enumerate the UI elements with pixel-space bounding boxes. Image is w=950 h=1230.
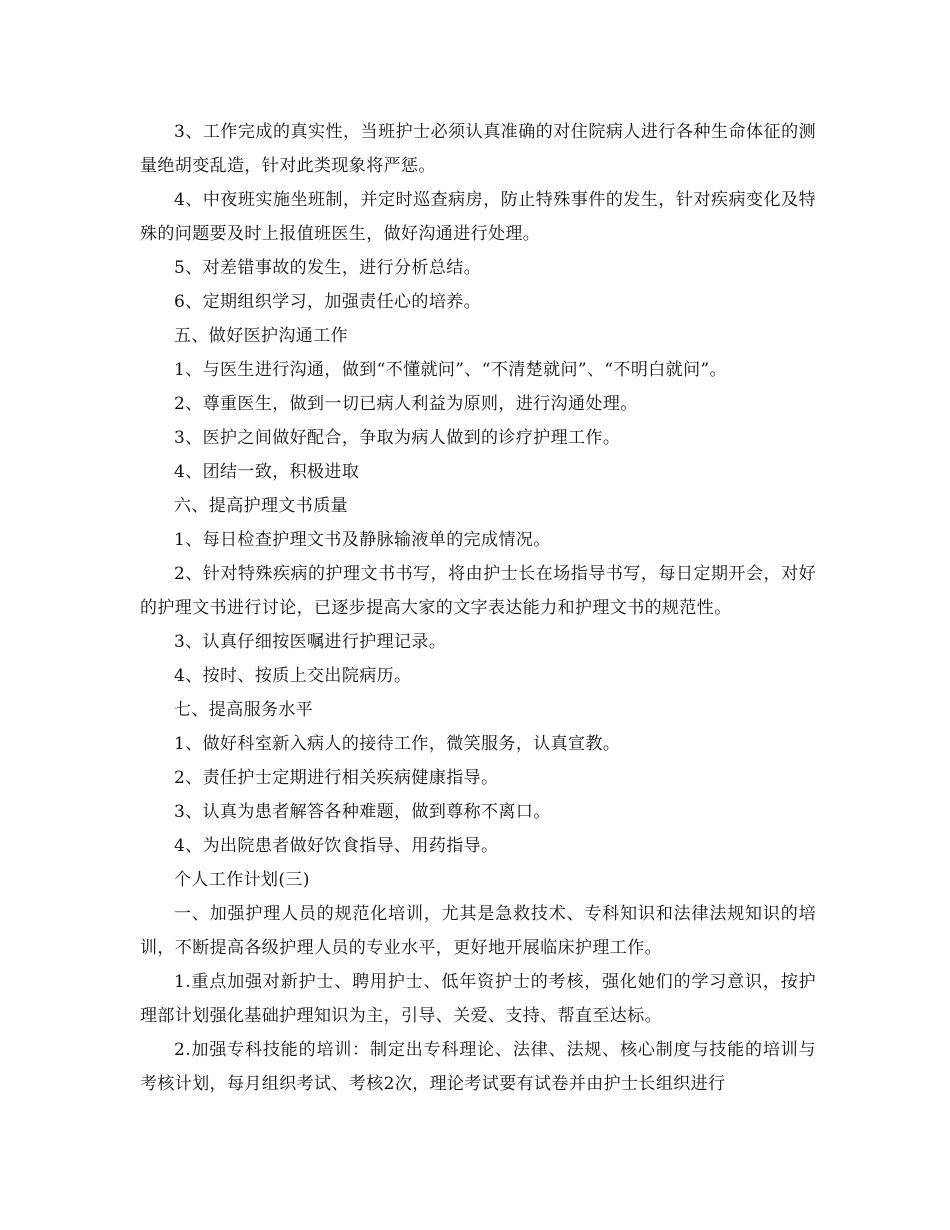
paragraph: 6、定期组织学习，加强责任心的培养。 xyxy=(174,292,482,312)
paragraph: 1、做好科室新入病人的接待工作，微笑服务，认真宣教。 xyxy=(174,734,621,754)
paragraph: 1.重点加强对新护士、聘用护士、低年资护士的考核，强化她们的学习意识，按护理部计划强化基础护理知识为主，引导、关爱、支持、帮直至达标。 xyxy=(140,972,816,1026)
section-heading: 五、做好医护沟通工作 xyxy=(174,326,348,346)
paragraph: 2、责任护士定期进行相关疾病健康指导。 xyxy=(174,768,499,788)
paragraph: 2、尊重医生，做到一切已病人利益为原则，进行沟通处理。 xyxy=(174,394,638,414)
paragraph: 2.加强专科技能的培训：制定出专科理论、法律、法规、核心制度与技能的培训与考核计划，每月组织考试、考核2次，理论考试要有试卷并由护士长组织进行 xyxy=(140,1040,816,1094)
document-title: 个人工作计划(三) xyxy=(174,870,310,890)
paragraph: 3、认真仔细按医嘱进行护理记录。 xyxy=(174,632,447,652)
document-body xyxy=(140,115,816,1101)
paragraph: 3、工作完成的真实性，当班护士必须认真准确的对住院病人进行各种生命体征的测量绝胡变乱造，针对此类现象将严惩。 xyxy=(140,122,816,176)
paragraph: 3、认真为患者解答各种难题，做到尊称不离口。 xyxy=(174,802,551,822)
paragraph: 4、按时、按质上交出院病历。 xyxy=(174,666,412,686)
paragraph: 1、与医生进行沟通，做到“不懂就问”、“不清楚就问”、“不明白就问”。 xyxy=(174,360,727,380)
paragraph: 4、中夜班实施坐班制，并定时巡查病房，防止特殊事件的发生，针对疾病变化及特殊的问题要及时上报值班医生，做好沟通进行处理。 xyxy=(140,190,816,244)
paragraph: 4、为出院患者做好饮食指导、用药指导。 xyxy=(174,836,499,856)
paragraph: 4、团结一致，积极进取 xyxy=(174,462,360,482)
paragraph: 2、针对特殊疾病的护理文书书写，将由护士长在场指导书写，每日定期开会，对好的护理文书进行讨论，已逐步提高大家的文字表达能力和护理文书的规范性。 xyxy=(140,564,816,618)
paragraph: 一、加强护理人员的规范化培训，尤其是急救技术、专科知识和法律法规知识的培训，不断提高各级护理人员的专业水平，更好地开展临床护理工作。 xyxy=(140,904,816,958)
section-heading: 七、提高服务水平 xyxy=(174,700,314,720)
paragraph: 3、医护之间做好配合，争取为病人做到的诊疗护理工作。 xyxy=(174,428,621,448)
section-heading: 六、提高护理文书质量 xyxy=(174,496,348,516)
paragraph: 1、每日检查护理文书及静脉输液单的完成情况。 xyxy=(174,530,551,550)
paragraph: 5、对差错事故的发生，进行分析总结。 xyxy=(174,258,482,278)
